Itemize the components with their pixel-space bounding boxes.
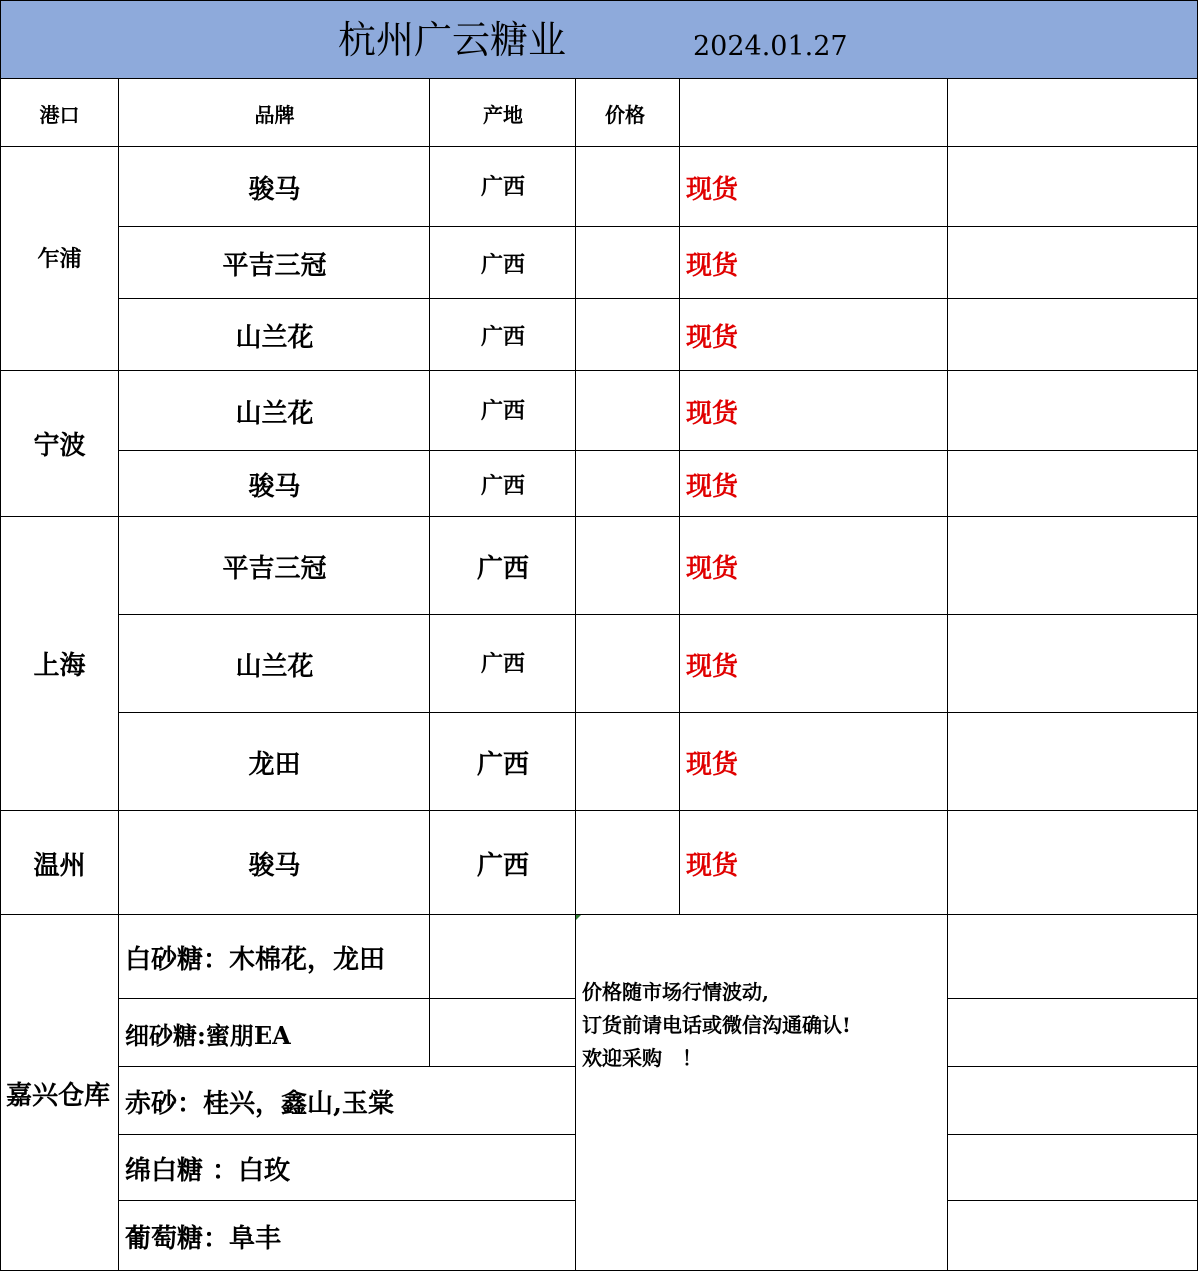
- brand-cell: 山兰花: [235, 398, 314, 429]
- status-cell: 现货: [686, 250, 739, 281]
- grid-line: [119, 712, 1198, 713]
- grid-line: [0, 810, 1198, 811]
- col-origin: 产地: [483, 102, 523, 127]
- warehouse-item: 绵白糖 ：白玫: [125, 1155, 291, 1186]
- grid-line: [0, 914, 1198, 915]
- warehouse-item: 赤砂：桂兴，鑫山,玉棠: [125, 1088, 395, 1119]
- status-cell: 现货: [686, 553, 739, 584]
- note-line: 欢迎采购 ！: [582, 1046, 702, 1070]
- grid-line: [118, 78, 119, 1271]
- page-title: 杭州广云糖业: [338, 18, 567, 62]
- warehouse-item: 白砂糖：木棉花，龙田: [125, 944, 386, 975]
- grid-line: [0, 0, 1, 1271]
- grid-line: [119, 1066, 576, 1067]
- grid-line: [947, 78, 948, 1271]
- status-cell: 现货: [686, 651, 739, 682]
- brand-cell: 山兰花: [235, 651, 314, 682]
- grid-line: [119, 1134, 576, 1135]
- status-cell: 现货: [686, 398, 739, 429]
- brand-cell: 山兰花: [235, 322, 314, 353]
- col-price: 价格: [605, 102, 645, 127]
- origin-cell: 广西: [476, 553, 529, 584]
- grid-line: [429, 78, 430, 1067]
- grid-line: [679, 78, 680, 915]
- port-shanghai: 上海: [33, 650, 86, 681]
- brand-cell: 骏马: [248, 174, 301, 205]
- origin-cell: 广西: [480, 323, 525, 350]
- note-line: 订货前请电话或微信沟通确认!: [582, 1013, 851, 1037]
- warehouse-item: 葡萄糖：阜丰: [125, 1223, 282, 1254]
- grid-line: [575, 78, 576, 1271]
- status-cell: 现货: [686, 174, 739, 205]
- cell-comment-marker: [576, 915, 581, 920]
- grid-line: [119, 298, 1198, 299]
- grid-line: [119, 450, 1198, 451]
- port-jiaxing-warehouse: 嘉兴仓库: [6, 1080, 111, 1111]
- grid-line: [948, 1066, 1198, 1067]
- brand-cell: 龙田: [248, 749, 301, 780]
- grid-line: [0, 78, 1198, 79]
- origin-cell: 广西: [480, 173, 525, 200]
- port-ningbo: 宁波: [33, 430, 86, 461]
- origin-cell: 广西: [480, 472, 525, 499]
- grid-line: [948, 998, 1198, 999]
- grid-line: [119, 998, 576, 999]
- grid-line: [119, 614, 1198, 615]
- brand-cell: 骏马: [248, 471, 301, 502]
- origin-cell: 广西: [480, 251, 525, 278]
- price-note: [582, 976, 944, 1075]
- port-zhapu: 乍浦: [37, 245, 82, 272]
- origin-cell: 广西: [480, 397, 525, 424]
- warehouse-item: 细砂糖:蜜朋EA: [125, 1020, 291, 1050]
- brand-cell: 骏马: [248, 850, 301, 881]
- grid-line: [0, 370, 1198, 371]
- status-cell: 现货: [686, 850, 739, 881]
- origin-cell: 广西: [476, 749, 529, 780]
- brand-cell: 平吉三冠: [222, 553, 327, 584]
- grid-line: [0, 0, 1198, 1]
- col-port: 港口: [39, 102, 80, 127]
- brand-cell: 平吉三冠: [222, 250, 327, 281]
- origin-cell: 广西: [480, 650, 525, 677]
- port-wenzhou: 温州: [33, 850, 86, 881]
- grid-line: [119, 1200, 576, 1201]
- status-cell: 现货: [686, 471, 739, 502]
- grid-line: [0, 146, 1198, 147]
- grid-line: [948, 1200, 1198, 1201]
- origin-cell: 广西: [476, 850, 529, 881]
- grid-line: [948, 1134, 1198, 1135]
- header-date: 2024.01.27: [693, 31, 848, 62]
- status-cell: 现货: [686, 749, 739, 780]
- grid-line: [0, 516, 1198, 517]
- note-line: 价格随市场行情波动,: [582, 980, 769, 1004]
- status-cell: 现货: [686, 322, 739, 353]
- grid-line: [119, 226, 1198, 227]
- header-bar: [0, 0, 1198, 79]
- col-brand: 品牌: [254, 102, 295, 127]
